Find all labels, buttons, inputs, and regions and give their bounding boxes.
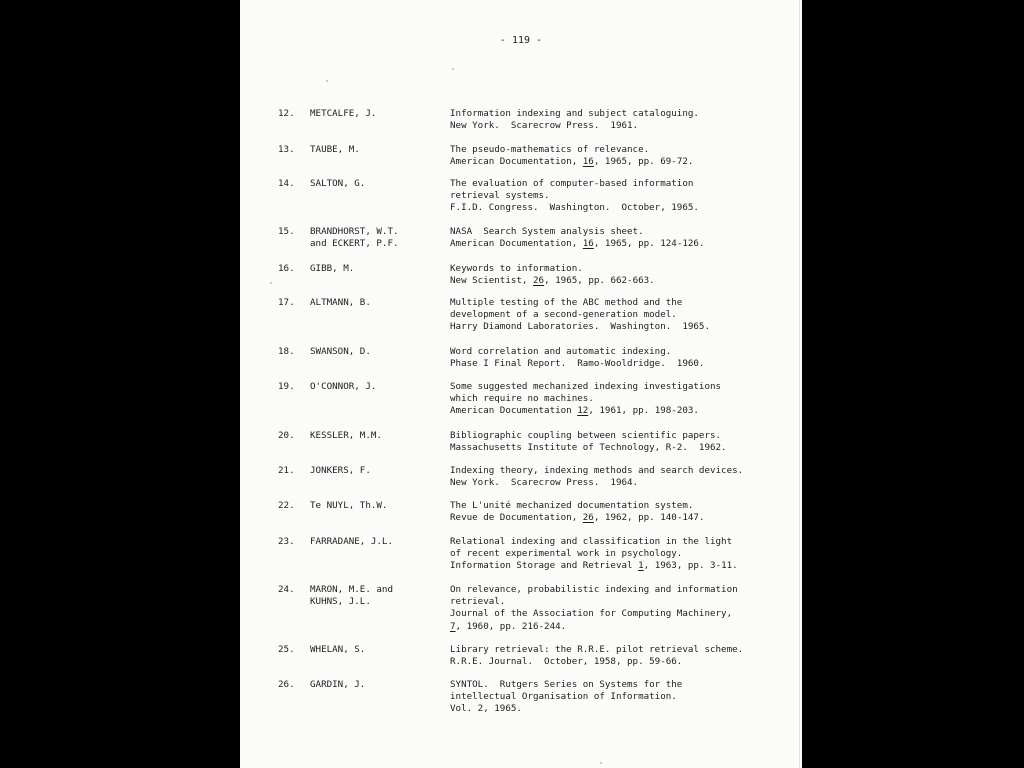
reference-number: 20. <box>278 430 295 441</box>
author-line: WHELAN, S. <box>310 644 366 655</box>
citation-line: retrieval systems. <box>450 190 550 202</box>
citation-line: Revue de Documentation, 26, 1962, pp. 140-147. <box>450 512 705 524</box>
author-line: SWANSON, D. <box>310 346 371 357</box>
citation-line: Bibliographic coupling between scientific papers. <box>450 430 722 441</box>
author-line: JONKERS, F. <box>310 465 371 476</box>
scan-speck <box>270 282 272 284</box>
citation-line: Word correlation and automatic indexing. <box>450 346 672 357</box>
document-page <box>240 0 802 768</box>
reference-citation <box>450 679 795 716</box>
author-line: KUHNS, J.L. <box>310 596 371 608</box>
reference-number: 14. <box>278 178 295 189</box>
reference-number: 25. <box>278 644 295 655</box>
citation-line: Vol. 2, 1965. <box>450 703 522 715</box>
citation-line: Some suggested mechanized indexing investigations <box>450 381 722 392</box>
reference-number: 23. <box>278 536 295 547</box>
reference-author <box>310 144 445 156</box>
citation-line: New York. Scarecrow Press. 1961. <box>450 120 639 132</box>
author-line: KESSLER, M.M. <box>310 430 382 441</box>
author-line: Te NUYL, Th.W. <box>310 500 388 511</box>
author-line: GARDIN, J. <box>310 679 366 690</box>
reference-number: 21. <box>278 465 295 476</box>
citation-line: American Documentation 12, 1961, pp. 198-203. <box>450 405 699 417</box>
reference-citation <box>450 178 795 215</box>
reference-author <box>310 346 445 358</box>
scan-speck <box>326 80 328 82</box>
reference-author <box>310 644 445 656</box>
citation-line: The pseudo-mathematics of relevance. <box>450 144 650 155</box>
reference-citation <box>450 263 795 287</box>
reference-author <box>310 430 445 442</box>
reference-citation <box>450 536 795 573</box>
citation-line: SYNTOL. Rutgers Series on Systems for the <box>450 679 683 690</box>
citation-line: New York. Scarecrow Press. 1964. <box>450 477 639 489</box>
citation-line: Relational indexing and classification in the light <box>450 536 733 547</box>
citation-line: Journal of the Association for Computing Machinery, <box>450 608 733 620</box>
reference-citation <box>450 584 795 633</box>
author-line: SALTON, G. <box>310 178 366 189</box>
page-edge-shadow <box>799 0 800 768</box>
scan-speck <box>452 68 454 70</box>
reference-number: 26. <box>278 679 295 690</box>
citation-line: American Documentation, 16, 1965, pp. 124-126. <box>450 238 705 250</box>
scan-speck <box>600 762 602 764</box>
reference-number: 24. <box>278 584 295 595</box>
page-number: - 119 - <box>499 35 543 46</box>
citation-line: On relevance, probabilistic indexing and information <box>450 584 738 595</box>
reference-citation <box>450 346 795 370</box>
reference-citation <box>450 500 795 524</box>
citation-line: The L'unité mechanized documentation system. <box>450 500 694 511</box>
reference-number: 17. <box>278 297 295 308</box>
citation-line: Information Storage and Retrieval 1, 1963, pp. 3-11. <box>450 560 738 572</box>
reference-author <box>310 263 445 275</box>
citation-line: Indexing theory, indexing methods and search devices. <box>450 465 744 476</box>
citation-line: Multiple testing of the ABC method and the <box>450 297 683 308</box>
author-line: BRANDHORST, W.T. <box>310 226 399 237</box>
citation-line: F.I.D. Congress. Washington. October, 1965. <box>450 202 699 214</box>
citation-line: Harry Diamond Laboratories. Washington. 1965. <box>450 321 710 333</box>
citation-line: Massachusetts Institute of Technology, R-2. 1962. <box>450 442 727 454</box>
author-line: and ECKERT, P.F. <box>310 238 399 250</box>
citation-line: Phase I Final Report. Ramo-Wooldridge. 1960. <box>450 358 705 370</box>
reference-author <box>310 679 445 691</box>
reference-citation <box>450 108 795 132</box>
reference-citation <box>450 144 795 168</box>
citation-line: which require no machines. <box>450 393 594 405</box>
reference-citation <box>450 430 795 454</box>
reference-citation <box>450 644 795 668</box>
citation-line: Information indexing and subject cataloguing. <box>450 108 699 119</box>
reference-author <box>310 108 445 120</box>
reference-number: 18. <box>278 346 295 357</box>
citation-line: New Scientist, 26, 1965, pp. 662-663. <box>450 275 655 287</box>
citation-line: Library retrieval: the R.R.E. pilot retrieval scheme. <box>450 644 744 655</box>
reference-number: 12. <box>278 108 295 119</box>
reference-author <box>310 584 445 608</box>
author-line: TAUBE, M. <box>310 144 360 155</box>
reference-author <box>310 178 445 190</box>
reference-citation <box>450 226 795 250</box>
reference-number: 19. <box>278 381 295 392</box>
author-line: O'CONNOR, J. <box>310 381 377 392</box>
reference-citation <box>450 465 795 489</box>
reference-citation <box>450 381 795 418</box>
author-line: ALTMANN, B. <box>310 297 371 308</box>
author-line: GIBB, M. <box>310 263 355 274</box>
reference-author <box>310 226 445 250</box>
citation-line: intellectual Organisation of Information. <box>450 691 677 703</box>
reference-number: 13. <box>278 144 295 155</box>
reference-author <box>310 536 445 548</box>
citation-line: development of a second-generation model. <box>450 309 677 321</box>
citation-line: retrieval. <box>450 596 506 608</box>
reference-author <box>310 500 445 512</box>
reference-citation <box>450 297 795 334</box>
author-line: METCALFE, J. <box>310 108 377 119</box>
reference-author <box>310 381 445 393</box>
reference-author <box>310 297 445 309</box>
citation-line: The evaluation of computer-based information <box>450 178 694 189</box>
reference-author <box>310 465 445 477</box>
citation-line: NASA Search System analysis sheet. <box>450 226 644 237</box>
reference-number: 22. <box>278 500 295 511</box>
author-line: FARRADANE, J.L. <box>310 536 393 547</box>
citation-line: of recent experimental work in psychology. <box>450 548 683 560</box>
reference-number: 15. <box>278 226 295 237</box>
citation-line: Keywords to information. <box>450 263 583 274</box>
reference-number: 16. <box>278 263 295 274</box>
citation-line: 7, 1960, pp. 216-244. <box>450 620 567 632</box>
citation-line: American Documentation, 16, 1965, pp. 69-72. <box>450 156 694 168</box>
citation-line: R.R.E. Journal. October, 1958, pp. 59-66. <box>450 656 683 668</box>
author-line: MARON, M.E. and <box>310 584 393 595</box>
